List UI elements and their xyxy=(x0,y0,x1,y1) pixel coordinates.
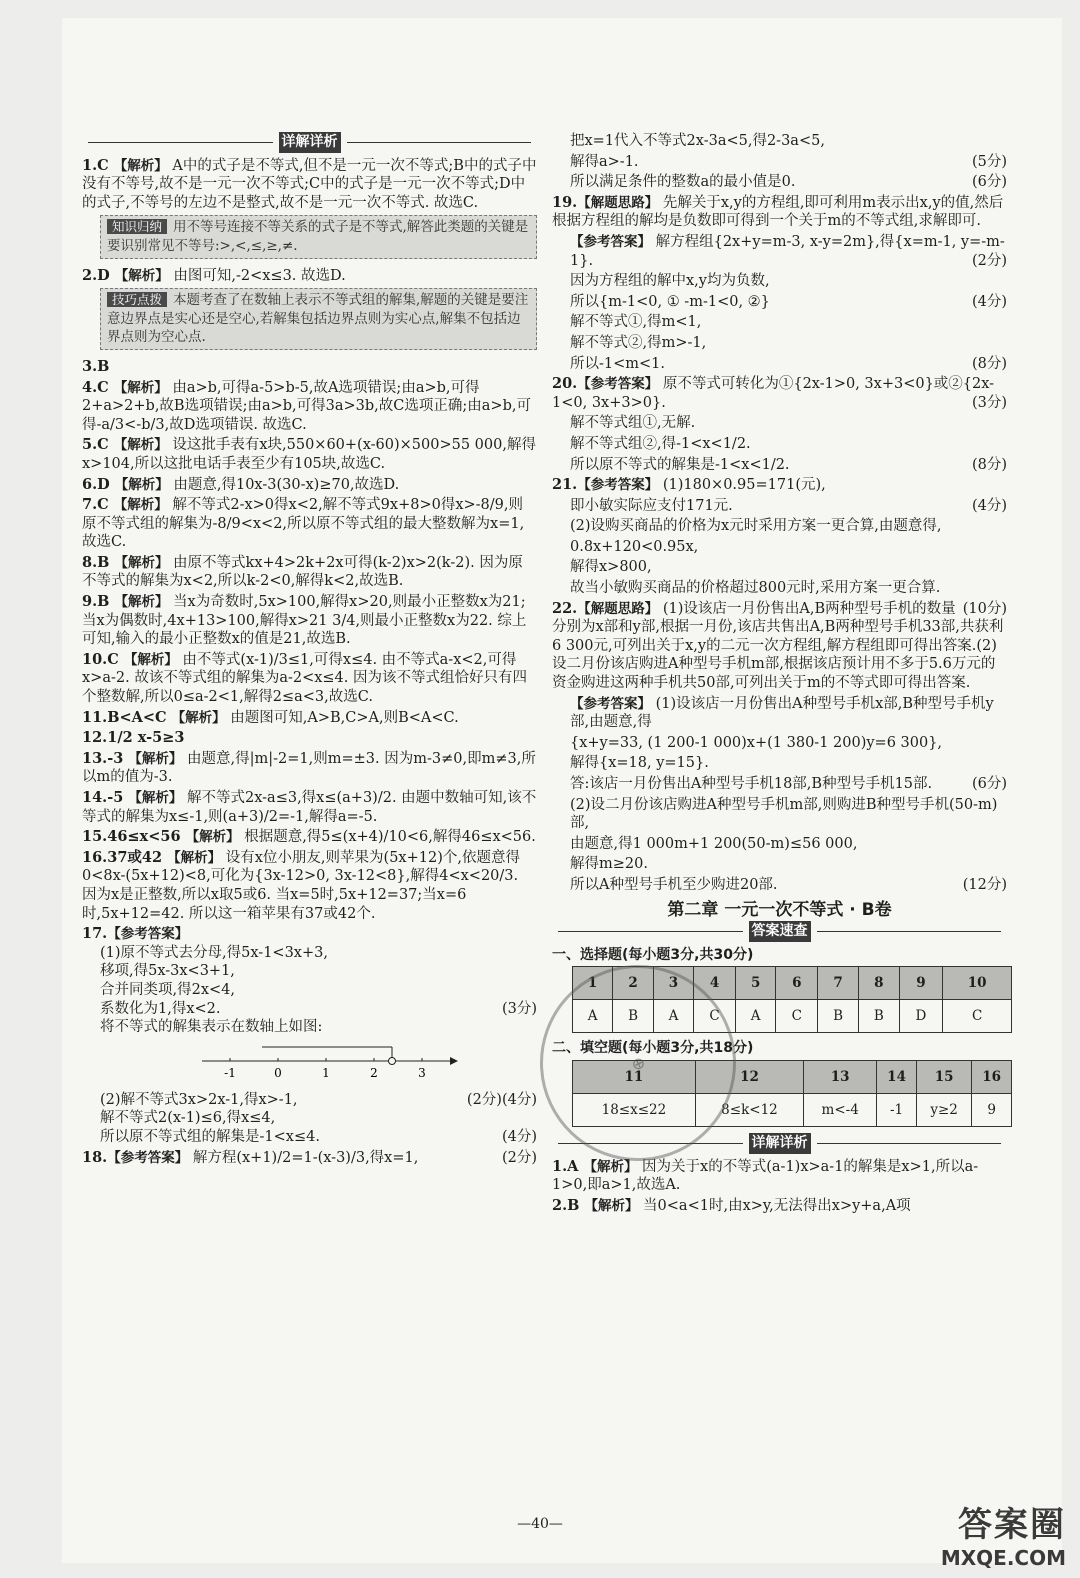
fill-number-cell: 13 xyxy=(804,1060,877,1093)
item-number: 2. xyxy=(82,266,98,284)
item-number: 16. xyxy=(82,848,108,866)
q17: 17.【参考答案】 (1)原不等式去分母,得5x-1<3x+3, 移项,得5x-3x<3+1, 合并同类项,得2x<4, 系数化为1,得x<2. (3分) 将不等式的解集表示在数轴上如图: -1 0 1 2 3 (4分) (2)解不等式3x>2x-1,得x>-1, (2分) 解不等式2(x-1)≤6,得x≤4, 所以原不等式组的解集是-1<x≤4. (4分) xyxy=(82,925,537,1145)
answer-item xyxy=(82,709,537,728)
item-tag: 【解析】 xyxy=(113,157,168,174)
item-answer: B xyxy=(97,593,115,611)
answer-line xyxy=(552,334,1007,353)
choice-number-cell: 1 xyxy=(573,967,613,1000)
line-text: (1)180×0.95=171(元), xyxy=(658,477,826,494)
page-number: —40— xyxy=(517,1516,563,1532)
line-text: (1)原不等式去分母,得5x-1<3x+3, xyxy=(100,944,328,961)
solution-line xyxy=(82,962,537,981)
line-text: 故当小敏购买商品的价格超过800元时,采用方案一更合算. xyxy=(570,580,941,597)
line-text: 合并同类项,得2x<4, xyxy=(100,981,235,998)
item-text: 由图可知,-2<x≤3. 故选D. xyxy=(168,267,346,284)
fill-number-cell: 15 xyxy=(916,1060,971,1093)
line-text: 解不等式2(x-1)≤6,得x≤4, xyxy=(100,1110,276,1127)
item-number: 3. xyxy=(82,357,98,375)
line-text: 解方程组{2x+y=m-3, x-y=2m},得{x=m-1, y=-m-1}. xyxy=(570,233,1005,269)
item-number: 1. xyxy=(82,156,98,174)
line-text: 所以A种型号手机至少购进20部. xyxy=(570,876,778,893)
answer-line xyxy=(552,775,1007,794)
item-number: 4. xyxy=(82,378,98,396)
item-tag: 【解析】 xyxy=(583,1158,638,1175)
line-text: 把x=1代入不等式2x-3a<5,得2-3a<5, xyxy=(570,133,825,149)
item-number: 15. xyxy=(82,828,108,846)
answer-line xyxy=(552,835,1007,854)
answer-line xyxy=(552,734,1007,753)
answer-item xyxy=(552,1158,1007,1195)
choice-answer-cell: B xyxy=(858,1000,899,1033)
line-points: (6分) xyxy=(971,776,1007,792)
solution-line xyxy=(82,1091,537,1110)
line-points: (10分) xyxy=(962,600,1007,617)
watermark: 答案圈 MXQE.COM xyxy=(940,1505,1066,1570)
number-line xyxy=(82,1043,537,1085)
line-points: (4分) xyxy=(501,1091,537,1108)
line-points: (5分) xyxy=(971,153,1007,170)
item-number: 8. xyxy=(82,553,98,571)
library-stamp: ⊕ xyxy=(508,933,768,1193)
line-text: 0.8x+120<0.95x, xyxy=(570,538,699,555)
answer-line xyxy=(552,194,1007,231)
line-text: 解不等式①,得m<1, xyxy=(570,314,702,331)
item-tag: 【解析】 xyxy=(584,1197,639,1214)
item-number: 14. xyxy=(82,789,108,806)
axis-label: 2 xyxy=(370,1065,378,1080)
item-tag: 【解析】 xyxy=(128,750,183,767)
item-text: 由a>b,可得a-5>b-5,故A选项错误;由a>b,可得2+a>2+b,故B选项错误;由a>b,可得3a>3b,故C选项正确;由a>b,可得-a/3<-b/3,故D选项错误. 故选C. xyxy=(82,379,531,433)
item-text: 由题意,得|m|-2=1,则m=±3. 因为m-3≠0,即m≠3,所以m的值为-3. xyxy=(82,750,536,786)
line-points: (4分) xyxy=(971,497,1007,514)
line-points: (4分) xyxy=(971,293,1007,310)
line-points: (8分) xyxy=(971,456,1007,473)
item-text: 由不等式(x-1)/3≤1,可得x≤4. 由不等式a-x<2,可得x>a-2. 故该不等式组的解集为a-2<x≤4. 因为该不等式组恰好只有四个整数解,所以0≤a-2<1,解得2≤a<3,故选C. xyxy=(82,651,528,706)
answer-item xyxy=(82,593,537,649)
solution-line xyxy=(82,1128,537,1147)
answer-line xyxy=(552,153,1007,172)
item-answer: C xyxy=(97,496,114,514)
item-tag: 【解析】 xyxy=(114,554,169,571)
choice-answer-cell: B xyxy=(613,1000,654,1033)
chapter-title: 第二章 一元一次不等式 · B卷 xyxy=(667,899,892,920)
item-text: 由题意,得10x-3(30-x)≥70,故选D. xyxy=(168,476,400,493)
item-number: 6. xyxy=(82,475,98,493)
item-tag: 【解析】 xyxy=(123,651,178,668)
item-tag: 【解析】 xyxy=(114,476,169,493)
item-answer: B<A<C xyxy=(107,708,172,726)
answer-item xyxy=(82,750,537,787)
section-title: 详解详析 xyxy=(82,132,537,153)
item-answer: 1/2 x-5≥3 xyxy=(107,729,185,747)
item-answer: 46≤x<56 xyxy=(107,828,186,846)
fill-answer-cell: m<-4 xyxy=(804,1093,877,1126)
choice-number-cell: 5 xyxy=(736,967,776,1000)
axis-label: -1 xyxy=(224,1065,236,1080)
answer-line xyxy=(552,476,1007,495)
answer-line xyxy=(552,233,1007,270)
choice-number-cell: 3 xyxy=(653,967,693,1000)
fill-number-cell: 12 xyxy=(695,1060,803,1093)
fill-number-cell: 14 xyxy=(877,1060,917,1093)
tip-text: 本题考查了在数轴上表示不等式组的解集,解题的关键是要注意边界点是实心还是空心,若解集包括边界点则为实心点,解集不包括边界点则为空心点. xyxy=(107,292,529,346)
choice-answer-cell: A xyxy=(653,1000,693,1033)
item-answer: B xyxy=(567,1196,585,1214)
item-answer: B xyxy=(97,553,115,571)
line-text: 移项,得5x-3x<3+1, xyxy=(100,963,235,980)
item-answer: D xyxy=(97,475,115,493)
answer-line xyxy=(552,375,1007,412)
item-number: 5. xyxy=(82,436,98,454)
line-text: (2)设购买商品的价格为x元时采用方案一更合算,由题意得, xyxy=(570,518,942,535)
line-points: (12分) xyxy=(962,876,1007,893)
choice-answer-cell: C xyxy=(776,1000,818,1033)
left-answer-list xyxy=(82,157,537,924)
item-tag: 【参考答案】 xyxy=(577,477,659,494)
item-number: 13. xyxy=(82,749,108,767)
line-text: 所以原不等式组的解集是-1<x≤4. xyxy=(100,1128,320,1145)
item-text: 根据题意,得5≤(x+4)/10<6,解得46≤x<56. xyxy=(239,829,536,846)
line-text: 解得m≥20. xyxy=(570,856,648,873)
item-text: 当x为奇数时,5x>100,解得x>20,则最小正整数x为21;当x为偶数时,4x+13>100,解得x>21 3/4,则最小正整数x为22. 综上可知,输入的最小正整数x的值是21,故选B. xyxy=(82,594,527,648)
line-points: (3分) xyxy=(971,394,1007,411)
line-text: 所以原不等式的解集是-1<x<1/2. xyxy=(570,456,790,473)
item-tag: 【解析】 xyxy=(114,594,169,611)
item-number: 11. xyxy=(82,708,108,726)
choice-heading: 一、选择题(每小题3分,共30分) xyxy=(552,946,754,963)
answer-item xyxy=(82,789,537,826)
answer-title: 答案速查 xyxy=(552,921,1007,942)
tip-label: 知识归纳 xyxy=(107,219,167,234)
item-text: 因为关于x的不等式(a-1)x>a-1的解集是x>1,所以a-1>0,即a>1,故选A. xyxy=(552,1158,979,1194)
line-text: 由题意,得1 000m+1 200(50-m)≤56 000, xyxy=(570,835,858,852)
item-number: 20. xyxy=(552,375,578,393)
solution-line xyxy=(82,1018,537,1037)
item-answer: C xyxy=(107,650,124,668)
choice-answer-cell: B xyxy=(818,1000,859,1033)
item-tag: 【解题思路】 xyxy=(577,194,659,211)
fill-answer-cell: y≥2 xyxy=(916,1093,971,1126)
line-points: (2分) xyxy=(971,252,1007,269)
answer-line xyxy=(552,579,1007,598)
item-number: 7. xyxy=(82,496,98,514)
answer-line xyxy=(552,600,1007,693)
item-text: 由题图可知,A>B,C>A,则B<A<C. xyxy=(225,709,459,726)
line-text: 答:该店一月份售出A种型号手机18部,B种型号手机15部. xyxy=(570,776,933,792)
line-text: 原不等式可转化为①{2x-1>0, 3x+3<0}或②{2x-1<0, 3x+3>0}. xyxy=(552,376,995,411)
item-answer: C xyxy=(97,436,114,454)
item-answer: -5 xyxy=(107,789,129,806)
item-tag: 【参考答案】 xyxy=(570,233,651,250)
line-points: (3分) xyxy=(501,1000,537,1017)
answer-line xyxy=(552,355,1007,374)
item-tag: 【解题思路】 xyxy=(577,600,659,617)
line-points: (8分) xyxy=(971,355,1007,372)
line-text: 解得{x=18, y=15}. xyxy=(570,755,709,772)
item-tag: 【解析】 xyxy=(128,790,183,806)
answer-line xyxy=(552,517,1007,536)
tip-box xyxy=(100,288,537,350)
item-tag: 【参考答案】 xyxy=(570,695,651,712)
answer-item xyxy=(82,828,537,847)
line-text: (1)设该店一月份售出A,B两种型号手机的数量分别为x部和y部,根据一月份,该店共售出A,B两种型号手机33部,共获利6 300元,可列出关于x,y的二元一次方程组,解方程组即可得出答案.(2)设二月份该店购进A种型号手机m部,根据该店预计用不多于5.6万元的资金购进这两种手机共50部,可列出关于m的不等式即可得出答案. xyxy=(552,600,1004,692)
axis-label: 3 xyxy=(418,1065,426,1080)
answer-item xyxy=(82,476,537,495)
item-text: 解不等式2x-a≤3,得x≤(a+3)/2. 由题中数轴可知,该不等式的解集为x≤-1,则(a+3)/2=-1,解得a=-5. xyxy=(82,790,537,825)
answer-item xyxy=(82,436,537,473)
line-text: (2)解不等式3x>2x-1,得x>-1, xyxy=(100,1091,298,1108)
answer-line xyxy=(552,173,1007,192)
item-answer: C xyxy=(97,156,114,174)
line-text: (1)设该店一月份售出A种型号手机x部,B种型号手机y部,由题意,得 xyxy=(570,695,994,731)
item-text: 当0<a<1时,由x>y,无法得出x>y+a,A项 xyxy=(638,1197,911,1214)
answer-line xyxy=(552,558,1007,577)
line-text: 解不等式组①,无解. xyxy=(570,415,696,432)
item-answer: C xyxy=(97,378,114,396)
line-text: 解不等式②,得m>-1, xyxy=(570,334,707,351)
line-text: 解不等式组②,得-1<x<1/2. xyxy=(570,435,751,452)
axis-label: 0 xyxy=(274,1065,282,1080)
choice-number-cell: 10 xyxy=(943,967,1012,1000)
line-text: 将不等式的解集表示在数轴上如图: xyxy=(100,1019,323,1036)
item-tag: 【解析】 xyxy=(185,829,240,846)
answer-line xyxy=(552,855,1007,874)
fill-answer-cell: 8≤k<12 xyxy=(695,1093,803,1126)
line-text: 解得x>800, xyxy=(570,559,652,576)
fill-answer-cell: 9 xyxy=(972,1093,1012,1126)
section-title-b: 详解详析 xyxy=(552,1133,1007,1154)
fill-number-cell: 11 xyxy=(573,1060,696,1093)
choice-number-cell: 2 xyxy=(613,967,654,1000)
solution-line xyxy=(82,1000,537,1019)
item-text: 解不等式2-x>0得x<2,解不等式9x+8>0得x>-8/9,则原不等式组的解集为-8/9<x<2,所以原不等式组的最大整数解为x=1,故选C. xyxy=(82,497,525,551)
line-text: 所以满足条件的整数a的最小值是0. xyxy=(570,174,796,191)
line-points: (2分) xyxy=(466,1091,502,1108)
item-tag: 【解析】 xyxy=(167,849,222,866)
line-text: 所以{m-1<0, ① -m-1<0, ②} xyxy=(570,293,770,310)
choice-answer-cell: A xyxy=(736,1000,776,1033)
answer-line xyxy=(552,456,1007,475)
item-number: 22. xyxy=(552,599,578,617)
answer-line xyxy=(552,796,1007,833)
item-answer: B xyxy=(97,357,110,375)
left-column xyxy=(82,132,537,1169)
item-text: 设这批手表有x块,550×60+(x-60)×500>55 000,解得x>104,所以这批电话手表至少有105块,故选C. xyxy=(82,437,536,472)
choice-answer-cell: A xyxy=(573,1000,613,1033)
item-number: 9. xyxy=(82,593,98,611)
answer-line xyxy=(552,538,1007,557)
item-tag: 【解析】 xyxy=(171,709,226,726)
item-number: 19. xyxy=(552,193,578,211)
choice-answer-cell: D xyxy=(899,1000,943,1033)
choice-number-cell: 7 xyxy=(818,967,859,1000)
fill-heading: 二、填空题(每小题3分,共18分) xyxy=(552,1040,754,1057)
tip-label: 技巧点拨 xyxy=(107,292,167,307)
item-number: 1. xyxy=(552,1157,568,1175)
answer-line xyxy=(552,313,1007,332)
line-text: 先解关于x,y的方程组,即可利用m表示出x,y的值,然后根据方程组的解均是负数即可得到一个关于m的不等式组,求解即可. xyxy=(552,194,1004,230)
item-tag: 【解析】 xyxy=(113,497,168,514)
line-text: 系数化为1,得x<2. xyxy=(100,1000,221,1017)
answer-line xyxy=(552,876,1007,895)
item-text: 设有x位小朋友,则苹果为(5x+12)个,依题意得0<8x-(5x+12)<8,可化为{3x-12>0, 3x-12<8},解得4<x<20/3. 因为x是正整数,所以x取5或6. 当x=5时,5x+12=37;当x=6时,5x+12=42. 所以这一箱苹果有37或42个. xyxy=(82,849,520,922)
answer-item xyxy=(82,267,537,286)
item-number: 2. xyxy=(552,1196,568,1214)
answer-item xyxy=(82,729,537,748)
fill-number-cell: 16 xyxy=(972,1060,1012,1093)
fill-answer-cell: -1 xyxy=(877,1093,917,1126)
item-tag: 【解析】 xyxy=(114,267,169,284)
solution-line xyxy=(82,944,537,963)
solution-line xyxy=(82,981,537,1000)
item-tag: 【参考答案】 xyxy=(577,376,659,393)
answer-line xyxy=(552,132,1007,151)
line-text: 即小敏实际应支付171元. xyxy=(570,497,733,514)
answer-item xyxy=(82,358,537,377)
line-text: 因为方程组的解中x,y均为负数, xyxy=(570,273,770,290)
choice-number-cell: 4 xyxy=(694,967,736,1000)
answer-line xyxy=(552,695,1007,732)
line-points: (4分) xyxy=(501,1128,537,1145)
answer-line xyxy=(552,272,1007,291)
item-tag: 【解析】 xyxy=(113,379,168,396)
line-points: (6分) xyxy=(971,174,1007,191)
answer-item xyxy=(82,157,537,213)
answer-item xyxy=(552,1197,1007,1216)
item-number: 10. xyxy=(82,650,108,668)
q18: 18.【参考答案】 解方程(x+1)/2=1-(x-3)/3,得x=1, (2分) xyxy=(82,1148,537,1166)
fill-answer-cell: 18≤x≤22 xyxy=(573,1093,696,1126)
item-tag: 【解析】 xyxy=(113,437,168,454)
item-number: 21. xyxy=(552,476,578,494)
item-text: A中的式子是不等式,但不是一元一次不等式;B中的式子中没有不等号,故不是一元一次不等式;C中的式子是一元一次不等式;D中的式子,不等号的左边不是整式,故不是一元一次不等式. 故选C. xyxy=(82,157,537,211)
answer-item xyxy=(82,496,537,552)
answer-item xyxy=(82,554,537,591)
item-number: 12. xyxy=(82,729,108,747)
number-line-svg xyxy=(202,1043,462,1085)
line-text: (2)设二月份该店购进A种型号手机m部,则购进B种型号手机(50-m)部, xyxy=(570,796,998,832)
answer-item xyxy=(82,849,537,923)
item-answer: -3 xyxy=(107,749,129,767)
answer-line xyxy=(552,414,1007,433)
tip-text: 用不等号连接不等关系的式子是不等式,解答此类题的关键是要识别常见不等号:>,<,≤,≥,≠. xyxy=(107,219,529,254)
choice-answer-cell: C xyxy=(943,1000,1012,1033)
choice-number-cell: 6 xyxy=(776,967,818,1000)
item-answer: D xyxy=(97,266,115,284)
answer-item xyxy=(82,379,537,435)
answer-line xyxy=(552,293,1007,312)
answer-item xyxy=(82,651,537,707)
line-text: 解得a>-1. xyxy=(570,153,639,170)
choice-number-cell: 8 xyxy=(858,967,899,1000)
line-text: {x+y=33, (1 200-1 000)x+(1 380-1 200)y=6 300}, xyxy=(570,734,943,751)
choice-number-cell: 9 xyxy=(899,967,943,1000)
line-text: 所以-1<m<1. xyxy=(570,355,666,372)
solution-line xyxy=(82,1109,537,1128)
item-text: 由原不等式kx+4>2k+2x可得(k-2)x>2(k-2). 因为原不等式的解集为x<2,所以k-2<0,解得k<2,故选B. xyxy=(82,554,523,590)
axis-label: 1 xyxy=(322,1065,330,1080)
item-answer: A xyxy=(567,1157,584,1175)
choice-answer-cell: C xyxy=(694,1000,736,1033)
tip-box xyxy=(100,215,537,258)
answer-line xyxy=(552,435,1007,454)
answer-line xyxy=(552,754,1007,773)
answer-line xyxy=(552,497,1007,516)
item-answer: 37或42 xyxy=(107,848,168,866)
